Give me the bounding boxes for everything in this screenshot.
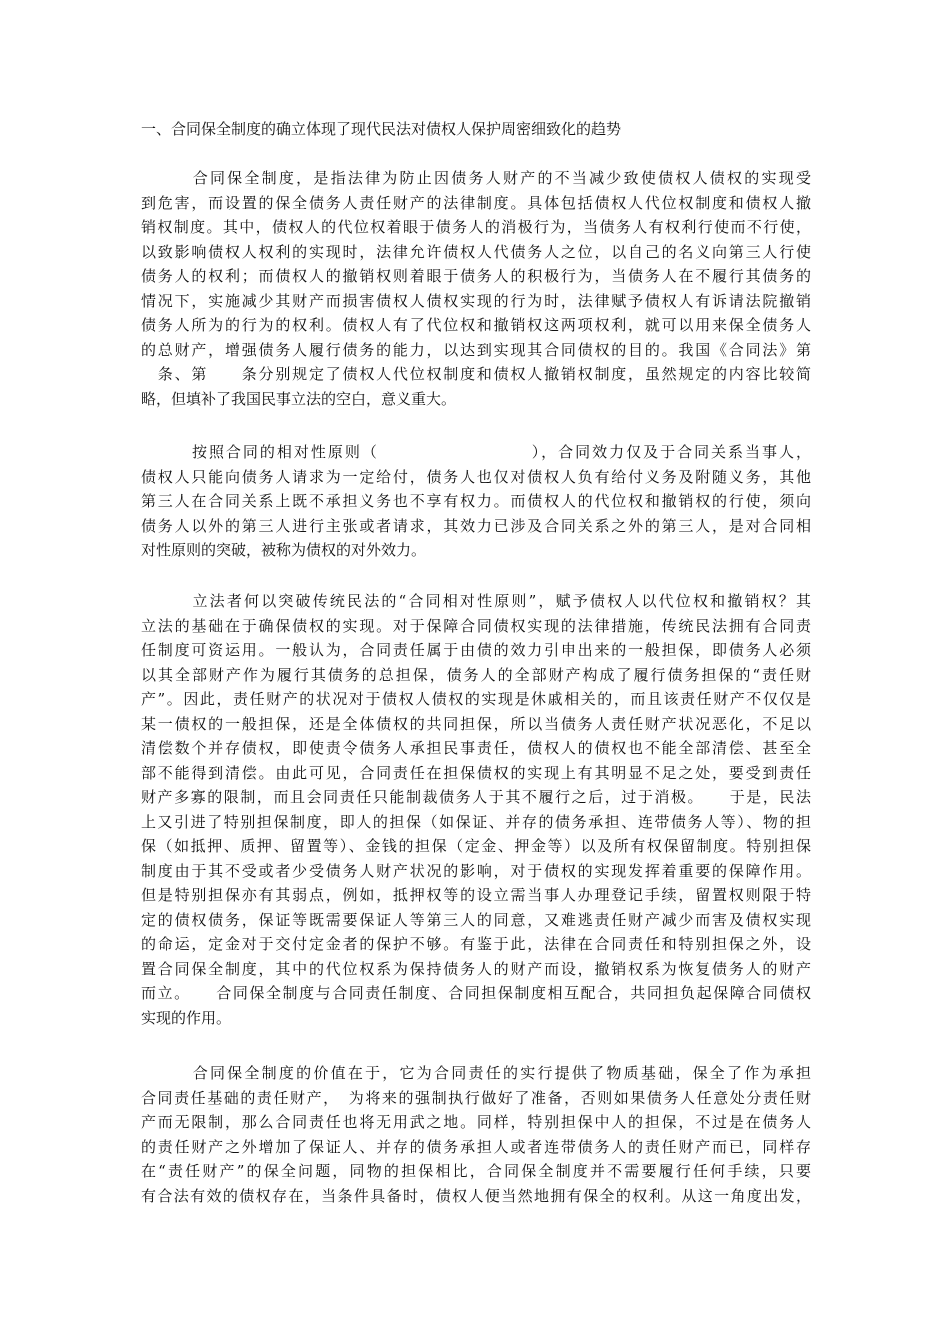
text-line: 合同保全制度，是指法律为防止因债务人财产的不当减少致使债权人债权的实现受 (141, 169, 811, 187)
text-line: 制度由于其不受或者少受债务人财产状况的影响，对于债权的实现发挥着重要的保障作用。 (141, 861, 811, 880)
text-line: 立法的基础在于确保债权的实现。对于保障合同债权实现的法律措施，传统民法拥有合同责 (141, 616, 811, 635)
paragraph (141, 589, 811, 1030)
text-line: 置合同保全制度，其中的代位权系为保持债务人的财产而设，撤销权系为恢复债务人的财产 (141, 959, 811, 978)
text-line: 债务人的权利；而债权人的撤销权则着眼于债务人的积极行为，当债务人在不履行其债务的 (141, 267, 811, 285)
text-line: 第三人在合同关系上既不承担义务也不享有权力。而债权人的代位权和撤销权的行使，须向 (141, 492, 811, 510)
text-line: 债务人所为的行为的权利。债权人有了代位权和撤销权这两项权利，就可以用来保全债务人 (141, 316, 811, 334)
text-line: 债权人只能向债务人请求为一定给付，债务人也仅对债权人负有给付义务及附随义务，其他 (141, 467, 811, 486)
section-heading: 一、合同保全制度的确立体现了现代民法对债权人保护周密细致化的趋势 (141, 120, 622, 138)
text-line: 到危害，而设置的保全债务人责任财产的法律制度。具体包括债权人代位权制度和债权人撤 (141, 193, 811, 212)
text-line: 但是特别担保亦有其弱点，例如，抵押权等的设立需当事人办理登记手续，留置权则限于特 (141, 886, 811, 904)
text-line: 的总财产，增强债务人履行债务的能力，以达到实现其合同债权的目的。我国《合同法》第 (141, 340, 811, 359)
text-line: 清偿数个并存债权，即使责令债务人承担民事责任，债权人的债权也不能全部清偿、甚至全 (141, 739, 811, 757)
text-line: 略，但填补了我国民事立法的空白，意义重大。 (141, 389, 457, 408)
text-line: 债务人以外的第三人进行主张或者请求，其效力已涉及合同关系之外的第三人，是对合同相 (141, 516, 811, 535)
text-line: 某一债权的一般担保，还是全体债权的共同担保，所以当债务人责任财产状况恶化，不足以 (141, 714, 811, 733)
text-line: 按照合同的相对性原则（ ），合同效力仅及于合同关系当事人， (141, 443, 811, 461)
text-line: 上又引进了特别担保制度，即人的担保（如保证、并存的债务承担、连带债务人等）、物的担 (141, 812, 811, 831)
text-line: 而立。 合同保全制度与合同责任制度、合同担保制度相互配合，共同担负起保障合同债权 (141, 984, 811, 1002)
text-line: 定的债权债务，保证等既需要保证人等第三人的同意，又难逃责任财产减少而害及债权实现 (141, 910, 811, 929)
text-line: 立法者何以突破传统民法的“合同相对性原则”，赋予债权人以代位权和撤销权？其 (141, 592, 811, 610)
text-line: 情况下，实施减少其财产而损害债权人债权实现的行为时，法律赋予债权人有诉请法院撤销 (141, 291, 811, 310)
paragraph (141, 440, 811, 563)
text-line: 合同保全制度的价值在于，它为合同责任的实行提供了物质基础，保全了作为承担 (141, 1064, 811, 1082)
paragraph (141, 1061, 811, 1208)
text-line: 以致影响债权人权利的实现时，法律允许债权人代债务人之位，以自己的名义向第三人行使 (141, 242, 811, 261)
text-line: 合同责任基础的责任财产， 为将来的强制执行做好了准备，否则如果债务人任意处分责任财 (141, 1088, 811, 1107)
text-line: 有合法有效的债权存在，当条件具备时，债权人便当然地拥有保全的权利。从这一角度出发， (141, 1186, 811, 1205)
text-line: 实现的作用。 (141, 1008, 232, 1027)
paragraph (141, 166, 811, 411)
text-line: 产而无限制，那么合同责任也将无用武之地。同样，特别担保中人的担保，不过是在债务人 (141, 1113, 811, 1131)
text-line: 的命运，定金对于交付定金者的保护不够。有鉴于此，法律在合同责任和特别担保之外，设 (141, 935, 811, 953)
text-line: 在“责任财产”的保全问题，同物的担保相比，合同保全制度并不需要履行任何手续，只要 (141, 1162, 811, 1180)
text-line: 以其全部财产作为履行其债务的总担保，债务人的全部财产构成了履行债务担保的“责任财 (141, 665, 811, 684)
text-line: 部不能得到清偿。由此可见，合同责任在担保债权的实现上有其明显不足之处，要受到责任 (141, 763, 811, 782)
text-line: 条、第 条分别规定了债权人代位权制度和债权人撤销权制度，虽然规定的内容比较简 (141, 365, 811, 383)
text-line: 保（如抵押、质押、留置等）、金钱的担保（定金、押金等）以及所有权保留制度。特别担保 (141, 837, 811, 855)
text-line: 的责任财产之外增加了保证人、并存的债务承担人或者连带债务人的责任财产而已，同样存 (141, 1137, 811, 1156)
text-line: 对性原则的突破，被称为债权的对外效力。 (141, 541, 427, 559)
text-line: 财产多寡的限制，而且会同责任只能制裁债务人于其不履行之后，过于消极。 于是，民法 (141, 788, 811, 806)
text-line: 任制度可资运用。一般认为，合同责任属于由债的效力引申出来的一般担保，即债务人必须 (141, 641, 811, 659)
text-line: 产”。因此，责任财产的状况对于债权人债权的实现是休戚相关的，而且该责任财产不仅仅是 (141, 690, 811, 708)
text-line: 销权制度。其中，债权人的代位权着眼于债务人的消极行为，当债务人有权利行使而不行使， (141, 218, 811, 236)
